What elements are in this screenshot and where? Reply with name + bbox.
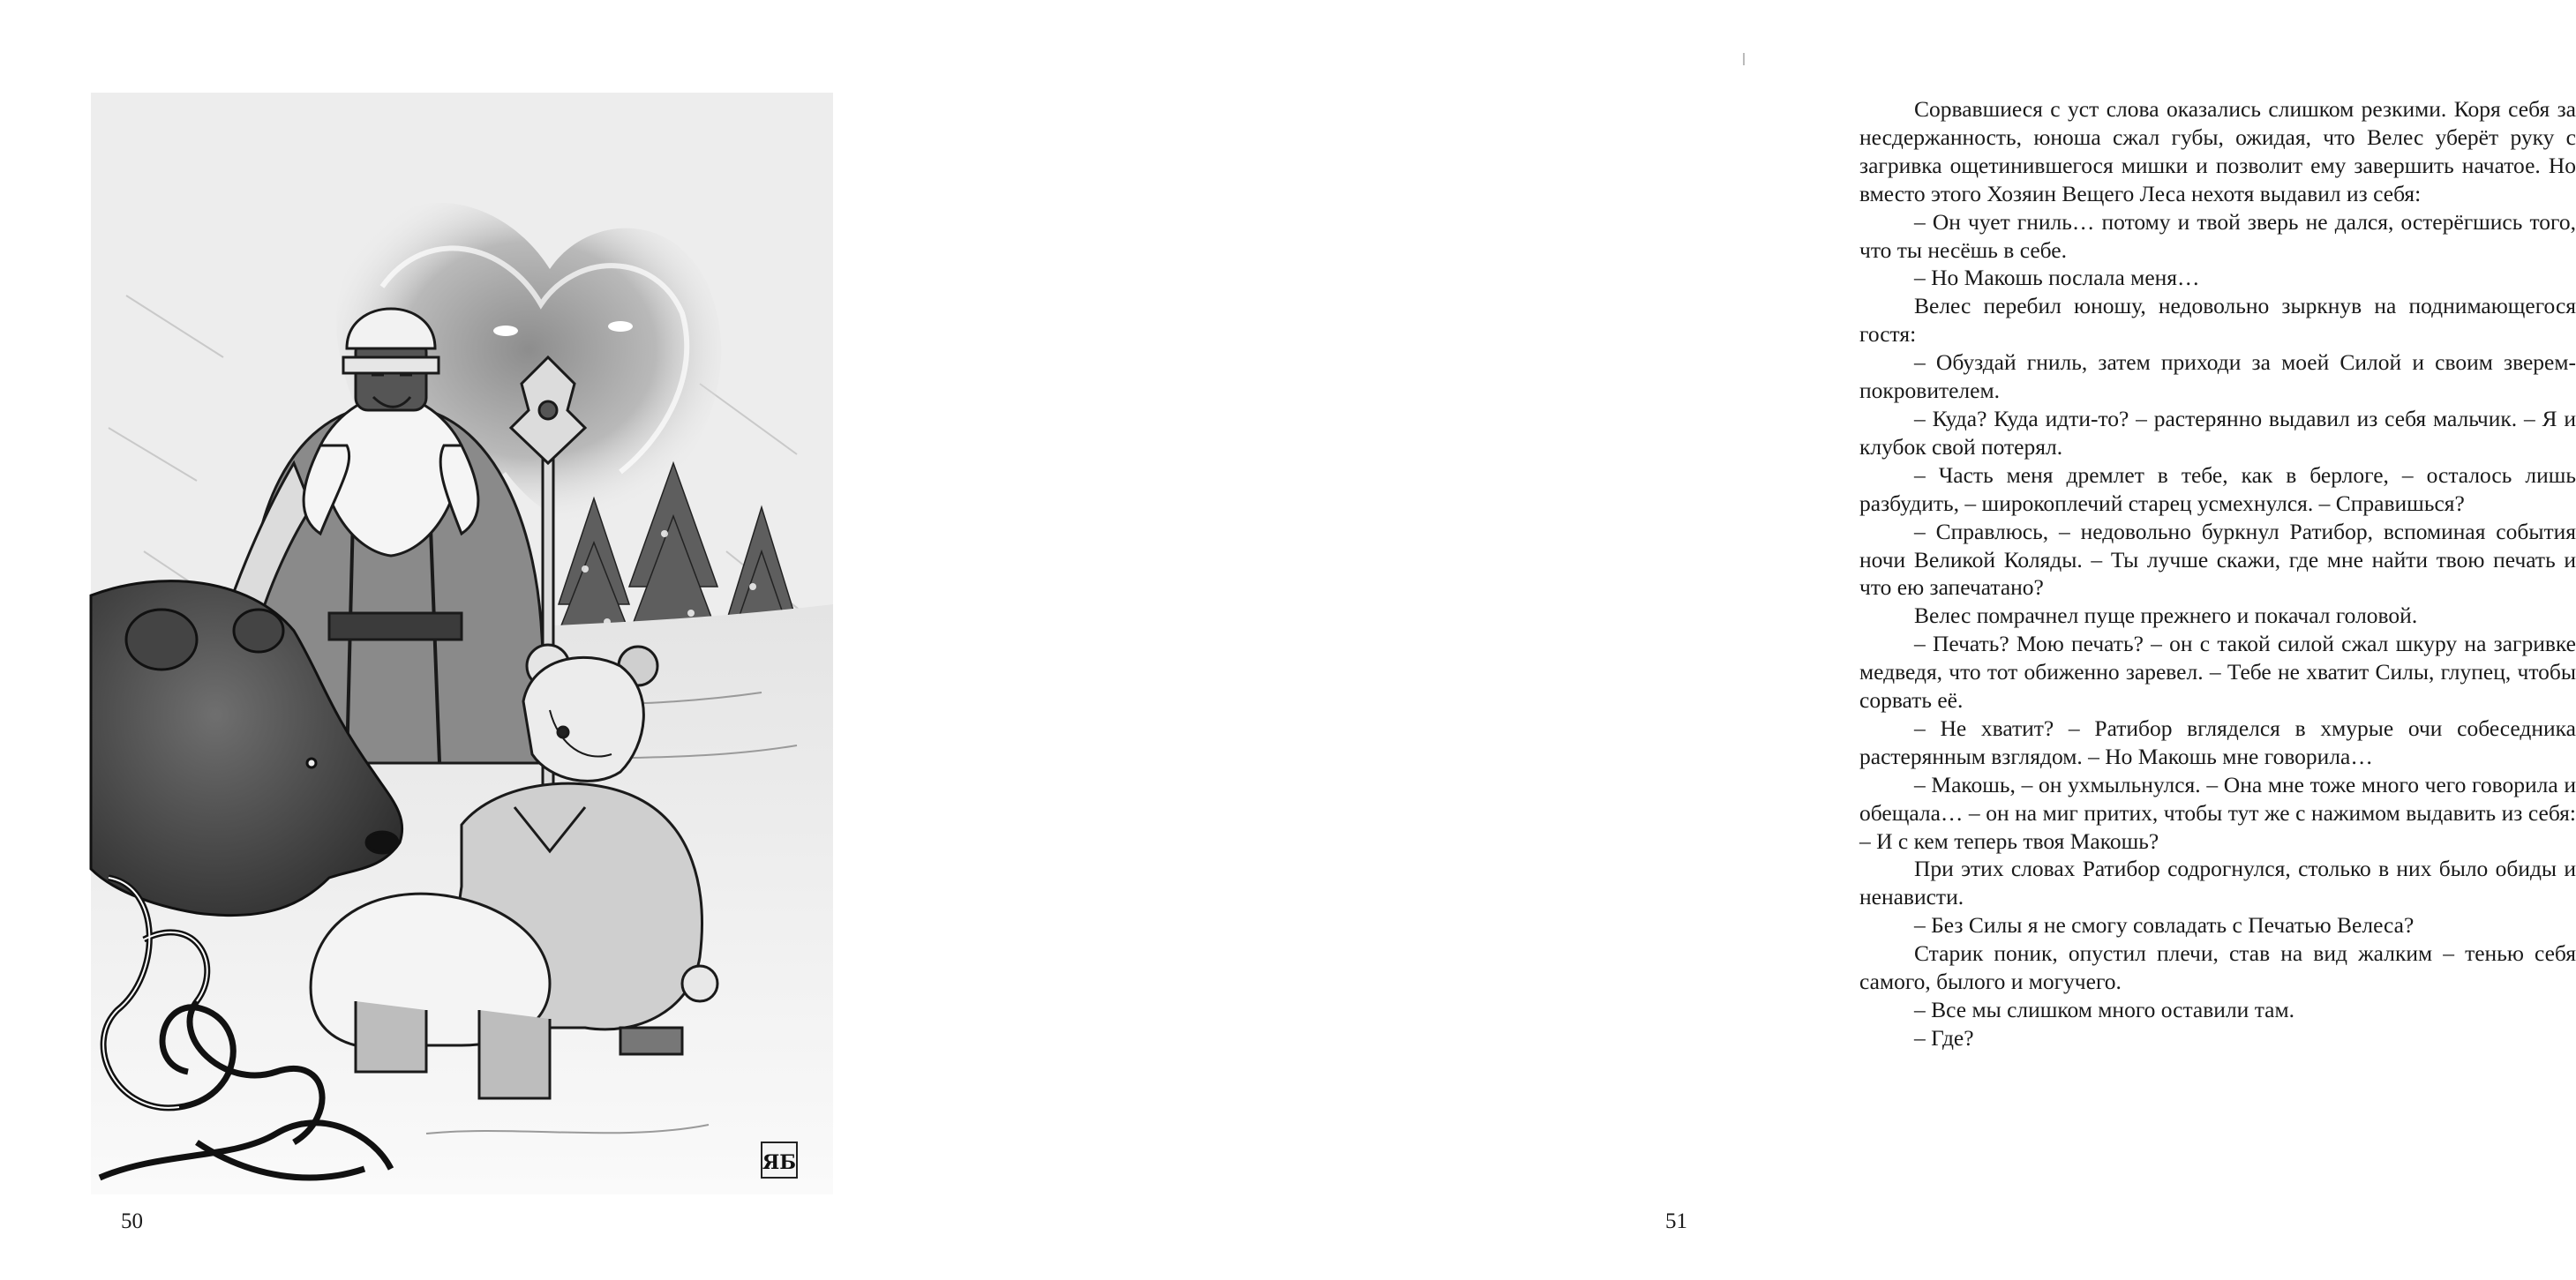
paragraph: Старик поник, опустил плечи, став на вид жалким – тенью себя самого, былого и могучего.	[1859, 940, 2576, 995]
paragraph: – Все мы слишком много оставили там.	[1914, 997, 2294, 1022]
paragraph: – Макошь, – он ухмыльнулся. – Она мне тоже много чего говорила и обещала… – он на миг притих, чтобы тут же с нажимом выдавить из себя: – И с кем теперь твоя Макошь?	[1859, 771, 2576, 854]
left-page	[0, 0, 882, 1280]
paragraph: – Куда? Куда идти-то? – растерянно выдавил из себя мальчик. – Я и клубок свой потерял.	[1859, 405, 2576, 460]
paragraph: Велес перебил юношу, недовольно зыркнув на поднимающегося гостя:	[1859, 293, 2576, 348]
illustration-drawing	[91, 93, 833, 1194]
page-number-right: 51	[1665, 1209, 1687, 1233]
paragraph: – Печать? Мою печать? – он с такой силой сжал шкуру на загривке медведя, что тот обиженно заревел. – Тебе не хватит Силы, глупец, чтобы сорвать её.	[1859, 631, 2576, 714]
page-number-left: 50	[121, 1209, 143, 1233]
paragraph: Велес помрачнел пуще прежнего и покачал головой.	[1914, 603, 2418, 629]
right-page	[882, 0, 2576, 1280]
paragraph: – Но Макошь послала меня…	[1914, 265, 2200, 291]
paragraph: – Без Силы я не смогу совладать с Печатью Велеса?	[1914, 912, 2415, 939]
page-edge-mark	[1743, 53, 1745, 65]
paragraph: – Справлюсь, – недовольно буркнул Ратибор, вспоминая события ночи Великой Коляды. – Ты лучше скажи, где мне найти твою печать и что ею запечатано?	[1859, 518, 2576, 601]
signature-monogram: ЯБ	[762, 1151, 797, 1174]
paragraph: – Не хватит? – Ратибор вгляделся в хмурые очи собеседника растерянным взглядом. – Но Макошь мне говорила…	[1859, 715, 2576, 769]
paragraph: При этих словах Ратибор содрогнулся, столько в них было обиды и ненависти.	[1859, 856, 2576, 910]
paragraph: Сорвавшиеся с уст слова оказались слишком резкими. Коря себя за несдержанность, юноша сжал губы, ожидая, что Велес уберёт руку с загривка ощетинившегося мишки и позволит ему завершить начатое. Но вместо этого Хозяин Вещего Леса нехотя выдавил из себя:	[1859, 96, 2576, 206]
paragraph: – Обуздай гниль, затем приходи за моей Силой и своим зверем-покровителем.	[1859, 349, 2576, 404]
paragraph: – Где?	[1914, 1024, 1974, 1051]
paragraph: – Он чует гниль… потому и твой зверь не дался, остерёгшись того, что ты несёшь в себе.	[1859, 208, 2576, 263]
paragraph: – Часть меня дремлет в тебе, как в берлоге, – осталось лишь разбудить, – широкоплечий старец усмехнулся. – Справишься?	[1859, 461, 2576, 516]
illustration	[91, 93, 833, 1194]
text-column	[1859, 95, 2576, 1052]
